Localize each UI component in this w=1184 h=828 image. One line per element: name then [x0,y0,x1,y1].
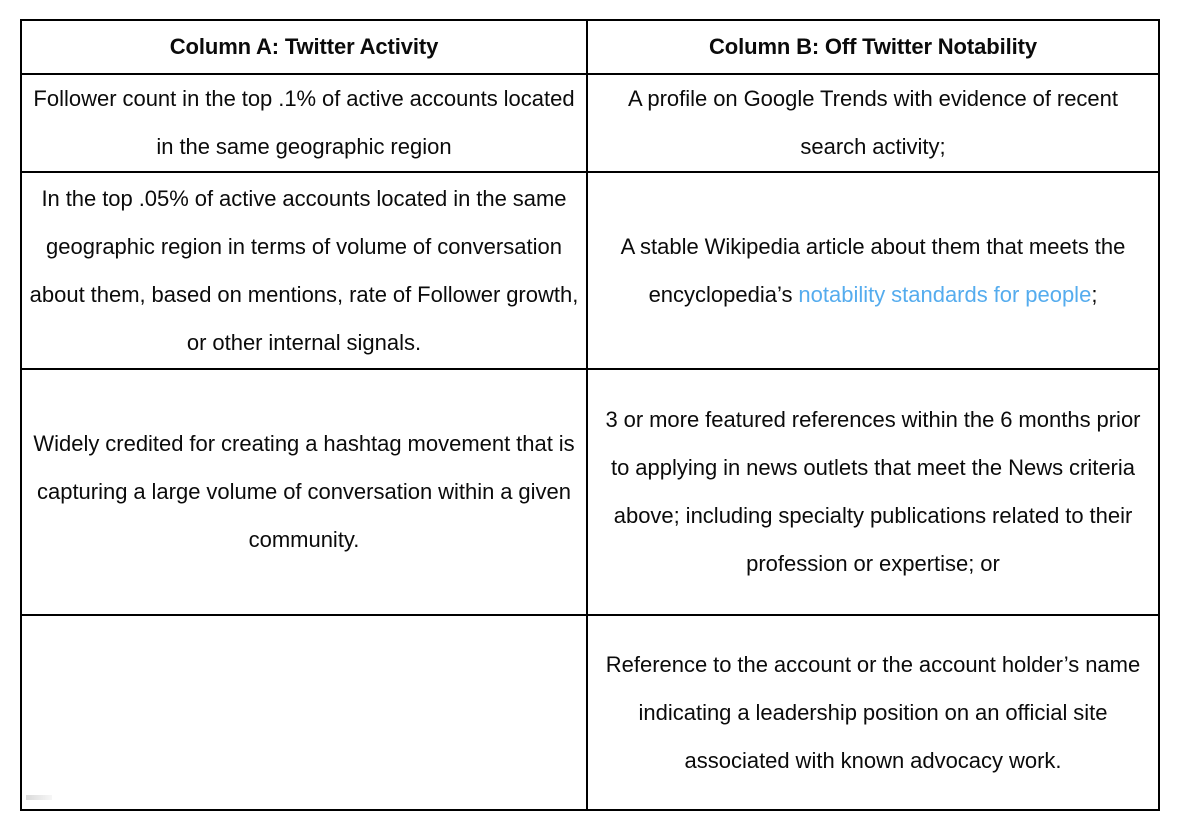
cell-a-1 [21,74,587,172]
column-header-b: Column B: Off Twitter Notability [587,20,1159,74]
cell-b-3-text: 3 or more featured references within the 6 months prior to applying in news outlets that meet the News criteria above; including specialty publications related to their profession or expertise; or [605,407,1141,576]
table-header [21,20,1159,74]
cell-a-3-text: Widely credited for creating a hashtag movement that is capturing a large volume of conversation within a given community. [33,431,575,552]
cell-b-2-text [592,223,1154,319]
cell-a-3 [21,369,587,615]
row-3 [21,369,1159,615]
row-2 [21,172,1159,369]
table-body [21,74,1159,810]
row-1 [21,74,1159,172]
cell-b-4-text: Reference to the account or the account holder’s name indicating a leadership position on an official site associated with known advocacy work. [605,651,1141,773]
cell-b-2-text-before-link: A stable Wikipedia article about them that meets the encyclopedia’s [620,233,1126,307]
column-header-a: Column A: Twitter Activity [21,20,587,74]
row-4 [21,615,1159,810]
cell-b-3 [587,369,1159,615]
twitter-verification-criteria-table [20,19,1160,811]
cell-b-1-text: A profile on Google Trends with evidence of recent search activity; [627,86,1119,159]
cell-a-4 [21,615,587,810]
cell-a-2-text: In the top .05% of active accounts located in the same geographic region in terms of volume of conversation about them, based on mentions, rate of Follower growth, or other internal signals. [29,185,579,355]
notability-standards-link[interactable]: notability standards for people [798,281,1092,307]
cell-b-2-text-after-link: ; [1091,281,1098,307]
cell-b-4 [587,615,1159,810]
cell-a-2 [21,172,587,369]
cell-b-1 [587,74,1159,172]
criteria-table-container [20,19,1158,799]
header-row [21,20,1159,74]
cell-b-2 [587,172,1159,369]
cell-a-1-text: Follower count in the top .1% of active accounts located in the same geographic region [33,86,575,159]
